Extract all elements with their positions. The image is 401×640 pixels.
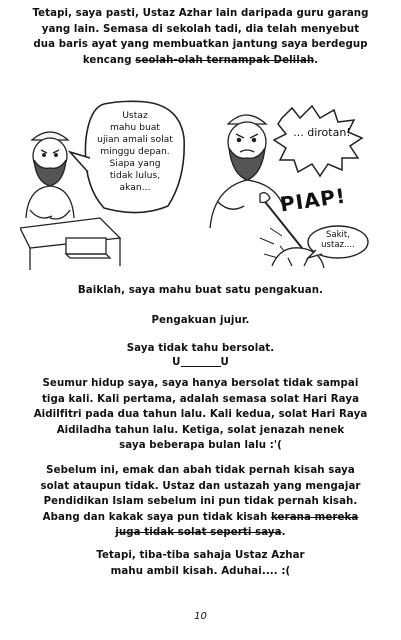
- paragraph-2: [18, 376, 383, 454]
- intro-line: dua baris ayat yang membuatkan jantung saya berdegup: [33, 39, 368, 50]
- bubble-line: mahu buat: [109, 122, 161, 133]
- u-letter: U: [220, 357, 229, 368]
- bubble-line: ujian amali solat: [97, 134, 173, 145]
- bubble-line: Ustaz: [122, 110, 148, 121]
- u-letter: U: [172, 357, 181, 368]
- comic-panel: [20, 98, 382, 276]
- confession-line: Saya tidak tahu bersolat.: [126, 343, 275, 354]
- struck-text: seolah-olah ternampak Delilah: [135, 54, 315, 66]
- paragraph-period: .: [281, 527, 286, 538]
- right-bubble-text: ... dirotan!: [293, 126, 351, 139]
- paragraph-text: Abang dan kakak saya pun tidak kisah: [42, 511, 271, 523]
- paragraph-line: Seumur hidup saya, saya hanya bersolat tidak sampai: [42, 378, 359, 389]
- intro-period: .: [314, 54, 319, 66]
- struck-text: juga tidak solat seperti saya: [115, 527, 282, 538]
- left-bubble-text: [90, 110, 180, 194]
- bubble-line: akan...: [119, 182, 151, 193]
- paragraph-line: Aidiladha tahun lalu. Ketiga, solat jenazah nenek: [56, 424, 345, 436]
- u-underline-row: [18, 355, 383, 371]
- page-number: 10: [194, 611, 207, 622]
- paragraph-line: saya beberapa bulan lalu :'(: [119, 440, 282, 451]
- intro-paragraph: [18, 6, 383, 68]
- confession-line: Baiklah, saya mahu buat satu pengakuan.: [77, 285, 324, 296]
- small-bubble-text: [310, 230, 366, 250]
- paragraph-line: [18, 525, 383, 541]
- intro-text: kencang: [82, 54, 136, 66]
- paragraph-line: Aidilfitri pada dua tahun lalu. Kali kedua, solat Hari Raya: [33, 409, 368, 420]
- intro-line: [18, 53, 383, 69]
- paragraph-line: tiga kali. Kali pertama, adalah semasa solat Hari Raya: [41, 393, 360, 405]
- intro-line: Tetapi, saya pasti, Ustaz Azhar lain daripada guru garang: [32, 8, 369, 19]
- confession-line: Pengakuan jujur.: [151, 315, 250, 326]
- sfx-text: PIAP!: [278, 183, 348, 217]
- paragraph-line: Sebelum ini, emak dan abah tidak pernah kisah saya: [46, 465, 355, 476]
- paragraph-line: Tetapi, tiba-tiba sahaja Ustaz Azhar: [96, 550, 305, 561]
- bubble-line: minggu depan.: [100, 146, 170, 157]
- paragraph-4: [18, 548, 383, 579]
- paragraph-line: solat ataupun tidak. Ustaz dan ustazah yang mengajar: [40, 480, 361, 492]
- bubble-line: Siapa yang: [109, 158, 161, 169]
- paragraph-line: Pendidikan Islam sebelum ini pun tidak pernah kisah.: [43, 496, 358, 507]
- intro-line: yang lain. Semasa di sekolah tadi, dia telah menyebut: [41, 23, 360, 35]
- paragraph-line: mahu ambil kisah. Aduhai.... :(: [110, 565, 291, 577]
- paragraph-line: [18, 510, 383, 526]
- right-shout-bubble: [274, 106, 362, 176]
- struck-text: kerana mereka: [270, 511, 359, 523]
- bubble-line: ustaz....: [321, 240, 355, 250]
- bubble-line: tidak lulus,: [109, 170, 161, 181]
- paragraph-3: [18, 463, 383, 541]
- underline-rule: [181, 356, 221, 367]
- bubble-line: Sakit,: [326, 230, 350, 240]
